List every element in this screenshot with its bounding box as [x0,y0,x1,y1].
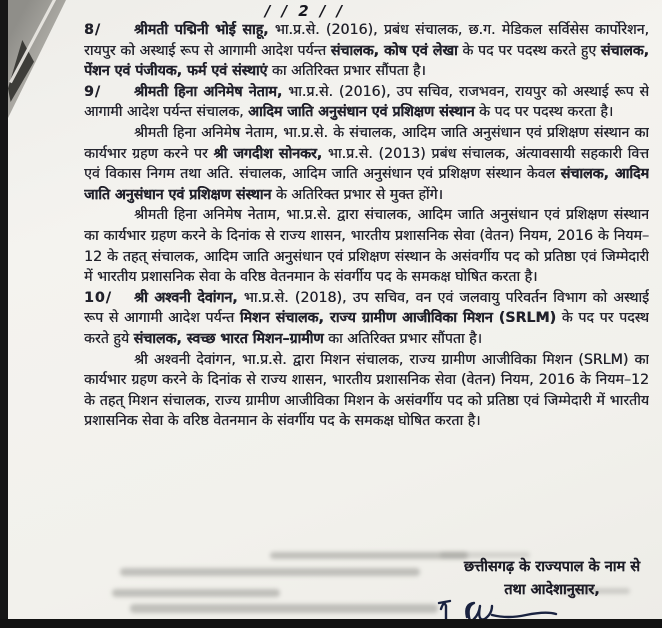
scan-edge-left [0,0,8,628]
emphasized-text: श्री जगदीश सोनकर, [213,145,323,162]
order-paragraph-continuation [84,205,649,287]
emphasized-text: संचालक, आदिम जाति अनुसंधान एवं प्रशिक्षण संस्थान [84,166,649,203]
order-paragraph-8 [84,20,649,82]
closing-line-authority: छत्तीसगढ़ के राज्यपाल के नाम से [463,559,640,575]
body-text: भा.प्र.से. (2016), प्रबंध संचालक, छ.ग. मेडिकल सर्विसेस कार्पोरेशन, रायपुर को अस्थाई रूप से आगामी आदेश पर्यन्त [84,22,649,59]
emphasized-text: संचालक, स्वच्छ भारत मिशन–ग्रामीण [133,330,324,347]
body-text: के पद पर पदस्थ करते हुए [457,42,601,59]
closing-line-by-order: तथा आदेशानुसार, [504,582,600,598]
body-text: भा.प्र.से. (2016), उप सचिव, राजभवन, रायपुर को अस्थाई रूप से आगामी आदेश पर्यन्त संचालक, [84,83,649,121]
order-paragraph-continuation [84,350,649,432]
emphasized-text: आदिम जाति अनुसंधान एवं प्रशिक्षण संस्थान [248,104,475,121]
bleed-through-mark [112,589,280,597]
bleed-through-mark [130,604,438,613]
body-text: श्रीमती हिना अनिमेष नेताम, भा.प्र.से. के संचालक, आदिम जाति अनुसंधान एवं प्रशिक्षण संस्थान का कार्यभार ग्रहण करने पर [84,124,649,162]
emphasized-text: संचालक, पेंशन एवं पंजीयक, फर्म एवं संस्थाएं [84,42,649,80]
paragraph-number: 8/ [84,22,102,38]
body-text: के पद पर पदस्थ करते हुये [84,310,649,347]
body-text: श्री अश्वनी देवांगन, भा.प्र.से. द्वारा मिशन संचालक, राज्य ग्रामीण आजीविका मिशन (SRLM) का कार्यभार ग्रहण करने के दिनांक से राज्य शासन, भारतीय प्रशासनिक सेवा (वेतन) नियम, 2016 के नियम–12 के तहत् मिशन संचालक, राज्य ग्रामीण आजीविका मिशन के असंवर्गीय पद को प्रतिष्ठा एवं जिम्मेदारी में भारतीय प्रशासनिक सेवा के वरिष्ठ वेतनमान के संवर्गीय पद के समकक्ष घोषित करता है। [84,351,649,430]
emphasized-text: मिशन संचालक, राज्य ग्रामीण आजीविका मिशन (SRLM) [239,310,557,327]
emphasized-text: श्रीमती पद्मिनी भोई साहू, [134,22,269,38]
emphasized-text: श्री अश्वनी देवांगन, [134,289,238,306]
page-number: / / 2 / / [264,2,346,20]
order-paragraphs [84,20,649,560]
scan-edge-bottom [0,619,662,628]
bleed-through-mark [270,552,468,559]
body-text: श्रीमती हिना अनिमेष नेताम, भा.प्र.से. द्वारा संचालक, आदिम जाति अनुसंधान एवं प्रशिक्षण संस्थान का कार्यभार ग्रहण करने के दिनांक से राज्य शासन, भारतीय प्रशासनिक सेवा (वेतन) नियम, 2016 के नियम–12 के तहत् संचालक, आदिम जाति अनुसंधान एवं प्रशिक्षण संस्थान के असंवर्गीय पद को प्रतिष्ठा एवं जिम्मेदारी में भारतीय प्रशासनिक सेवा के वरिष्ठ वेतनमान के संवर्गीय पद के समकक्ष घोषित करता है। [84,207,649,286]
paragraph-number: 9/ [84,83,102,100]
body-text: के अतिरिक्त प्रभार से मुक्त होंगे। [271,186,443,203]
body-text: भा.प्र.से. (2018), उप सचिव, वन एवं जलवायु परिवर्तन विभाग को अस्थाई रूप से आगामी आदेश पर्यन्त [84,289,649,327]
order-paragraph-10 [84,288,649,350]
body-text: का अतिरिक्त प्रभार सौंपता है। [267,63,426,80]
body-text: के पद पर पदस्थ करता है। [474,104,614,121]
paragraph-number: 10/ [84,289,112,306]
bleed-through-mark [120,568,420,576]
body-text: का अतिरिक्त प्रभार सौंपता है। [323,330,482,347]
order-paragraph-continuation [84,123,649,205]
order-paragraph-9 [84,82,649,123]
emphasized-text: श्रीमती हिना अनिमेष नेताम, [134,83,283,100]
emphasized-text: संचालक, कोष एवं लेखा [330,42,458,59]
body-text: भा.प्र.से. (2013) प्रबंध संचालक, अंत्यावसायी सहकारी वित्त एवं विकास निगम तथा अति. संचालक, आदिम जाति अनुसंधान एवं प्रशिक्षण संस्थान केवल [84,145,649,183]
